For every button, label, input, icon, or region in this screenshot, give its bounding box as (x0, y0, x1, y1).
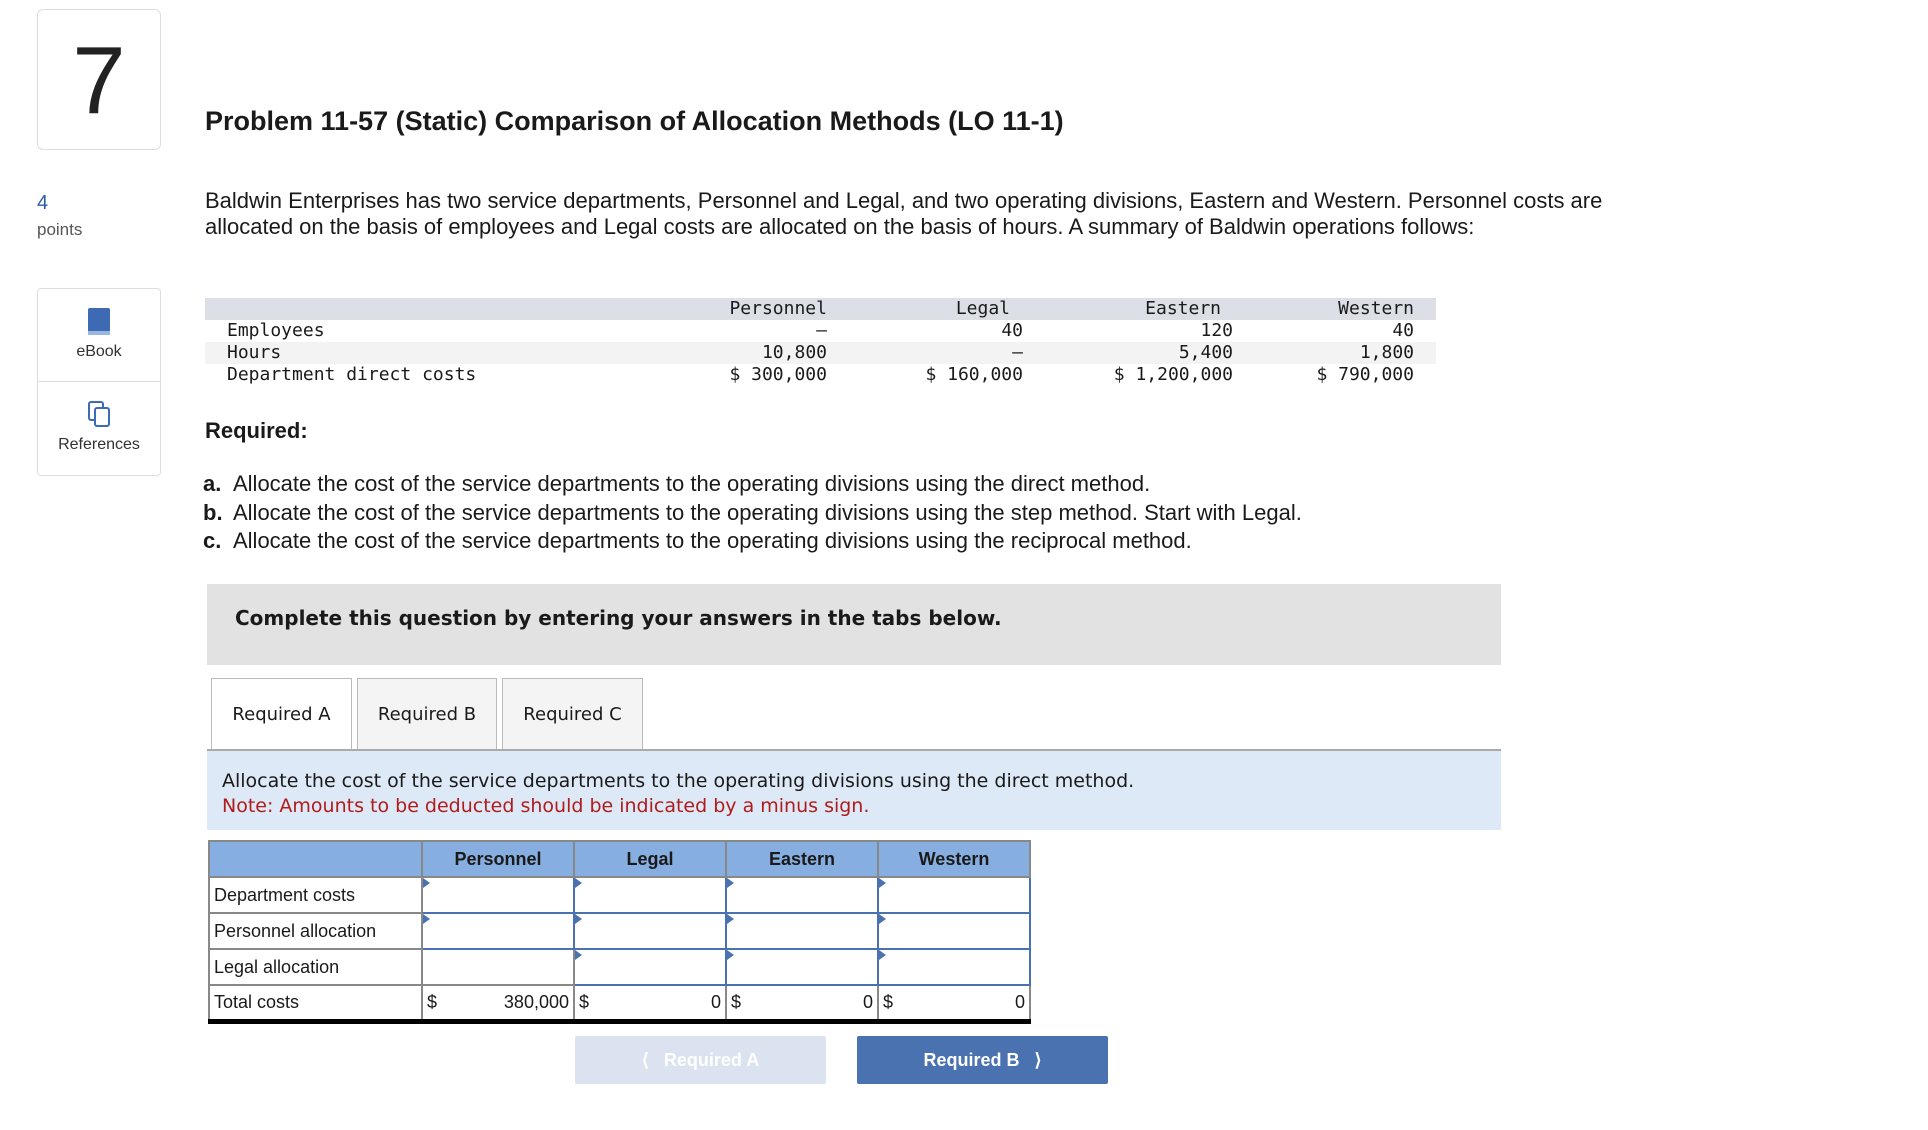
cell: 10,800 (761, 342, 827, 363)
chevron-right-icon: ⟩ (1019, 1050, 1042, 1070)
question-number: 7 (37, 9, 161, 150)
instructions-box: Complete this question by entering your answers in the tabs below. (207, 584, 1501, 665)
cell: $ 300,000 (729, 364, 827, 385)
tab-instructions (207, 751, 1501, 830)
row-label: Department costs (209, 877, 422, 913)
data-table (205, 298, 1436, 386)
total-value: 380,000 (503, 991, 569, 1012)
total-legal (574, 985, 726, 1021)
col-header: Eastern (726, 841, 878, 877)
col-header: Western (878, 841, 1030, 877)
copy-icon (86, 400, 112, 430)
total-value: 0 (1014, 991, 1025, 1012)
chevron-left-icon: ⟨ (641, 1050, 664, 1070)
requirement-c (203, 527, 1302, 556)
tab-instruction-text: Allocate the cost of the service departments to the operating divisions using the direct method. (222, 770, 1135, 792)
row-label: Total costs (209, 985, 422, 1021)
col-header: Eastern (1145, 298, 1221, 319)
cell: $ 790,000 (1316, 364, 1414, 385)
next-button[interactable] (857, 1036, 1108, 1084)
input-legal-allocation-western[interactable] (878, 949, 1030, 985)
points-value: 4 (37, 192, 49, 214)
cell: 5,400 (1178, 342, 1233, 363)
total-value: 0 (710, 991, 721, 1012)
row-label: Employees (227, 320, 325, 341)
ebook-button[interactable] (37, 288, 161, 382)
input-legal-allocation-legal[interactable] (574, 949, 726, 985)
text: Allocate the cost of the service departments to the operating divisions using the reciprocal method. (233, 528, 1192, 553)
data-table-header (205, 298, 1436, 320)
total-western (878, 985, 1030, 1021)
col-header: Personnel (422, 841, 574, 877)
tab-note: Note: Amounts to be deducted should be indicated by a minus sign. (222, 795, 870, 817)
data-row (205, 320, 1436, 342)
row-label: Personnel allocation (209, 913, 422, 949)
input-personnel-allocation-eastern[interactable] (726, 913, 878, 949)
problem-intro: Baldwin Enterprises has two service departments, Personnel and Legal, and two operating divisions, Eastern and Western. Personnel costs are allocated on the basis of employees and Legal costs are allocated on the basis of hours. A summary of Baldwin operations follows: (205, 188, 1603, 239)
cell: – (816, 320, 827, 341)
ebook-label: eBook (76, 343, 122, 360)
input-department-costs-western[interactable] (878, 877, 1030, 913)
dollar-sign: $ (427, 991, 438, 1012)
input-department-costs-personnel[interactable] (422, 877, 574, 913)
text: Allocate the cost of the service departments to the operating divisions using the direct method. (233, 471, 1151, 496)
input-department-costs-legal[interactable] (574, 877, 726, 913)
dollar-sign: $ (579, 991, 590, 1012)
dollar-sign: $ (731, 991, 742, 1012)
cell: 120 (1200, 320, 1233, 341)
references-button[interactable] (37, 382, 161, 476)
tab-required-b[interactable]: Required B (357, 678, 497, 750)
requirement-a (203, 470, 1302, 499)
cell: $ 1,200,000 (1113, 364, 1233, 385)
tab-required-c[interactable]: Required C (502, 678, 643, 750)
dollar-sign: $ (883, 991, 894, 1012)
required-heading: Required: (205, 418, 308, 443)
col-header: Legal (955, 298, 1010, 319)
empty-cell (422, 949, 574, 985)
cell: $ 160,000 (925, 364, 1023, 385)
input-personnel-allocation-western[interactable] (878, 913, 1030, 949)
text: Allocate the cost of the service departments to the operating divisions using the step method. Start with Legal. (233, 499, 1302, 525)
row-label: Legal allocation (209, 949, 422, 985)
input-department-costs-eastern[interactable] (726, 877, 878, 913)
input-personnel-allocation-personnel[interactable] (422, 913, 574, 949)
letter: b. (203, 499, 223, 525)
letter: c. (203, 528, 222, 553)
letter: a. (203, 471, 222, 496)
row-label: Department direct costs (227, 364, 477, 385)
requirements-list (203, 470, 1302, 556)
col-header: Personnel (729, 298, 827, 319)
input-personnel-allocation-legal[interactable] (574, 913, 726, 949)
prev-button[interactable] (575, 1036, 826, 1084)
data-row (205, 364, 1436, 386)
points-label: points (37, 220, 83, 239)
row-label: Hours (227, 342, 282, 363)
total-eastern (726, 985, 878, 1021)
total-value: 0 (862, 991, 873, 1012)
cell: – (1012, 342, 1023, 363)
book-icon (86, 307, 112, 337)
prev-label: Required A (663, 1050, 760, 1070)
data-row (205, 342, 1436, 364)
total-personnel (422, 985, 574, 1021)
col-header: Western (1338, 298, 1414, 319)
cell: 1,800 (1359, 342, 1414, 363)
input-legal-allocation-eastern[interactable] (726, 949, 878, 985)
answer-table (208, 840, 1031, 1024)
blank-header (209, 841, 422, 877)
cell: 40 (1392, 320, 1414, 341)
cell: 40 (1001, 320, 1023, 341)
references-label: References (58, 436, 140, 453)
requirement-b (203, 499, 1302, 528)
tab-required-a[interactable]: Required A (211, 678, 352, 751)
page-title: Problem 11-57 (Static) Comparison of Allocation Methods (LO 11-1) (205, 106, 1064, 136)
next-label: Required B (923, 1050, 1020, 1070)
col-header: Legal (574, 841, 726, 877)
